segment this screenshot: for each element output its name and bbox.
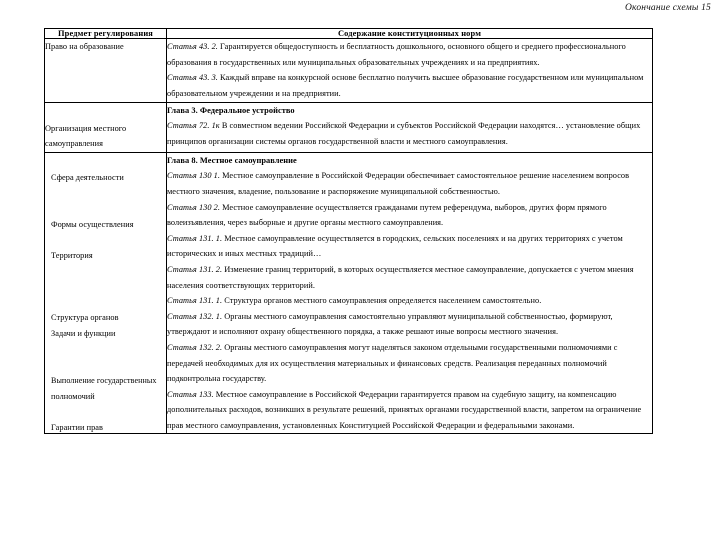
running-head: Окончание схемы 15 <box>624 3 711 13</box>
article-reference: Статья 132. 2. <box>167 342 223 352</box>
norm-paragraph <box>167 340 652 387</box>
row-subject-label: Организация местного самоуправления <box>45 102 167 152</box>
row-content-cell <box>167 152 653 434</box>
row-subject-label: Право на образование <box>45 39 167 102</box>
article-reference: Статья 132. 1. <box>167 311 223 321</box>
article-reference: Статья 131. 2. <box>167 264 223 274</box>
subject-label-territory: Территория <box>51 250 93 260</box>
article-reference: Статья 131. 1. <box>167 296 223 306</box>
article-reference: Статья 130 2. <box>167 202 220 212</box>
table-row <box>45 39 653 102</box>
article-text: Местное самоуправление осуществляется в городских, сельских поселениях и на других территориях с учетом исторических и иных местных традиций… <box>167 233 623 259</box>
article-text: Каждый вправе на конкурсной основе бесплатно получить высшее образование государственном или муниципальном образовательном учреждении и на предприятии. <box>167 73 644 99</box>
subject-label-powers-cont: полномочий <box>51 391 95 401</box>
table-row <box>45 102 653 152</box>
article-text: Местное самоуправление осуществляется гражданами путем референдума, выборов, других форм прямого волеизъявления, через выборные и другие органы местного самоуправления. <box>167 202 607 228</box>
norm-paragraph <box>167 39 652 70</box>
article-reference: Статья 72. 1к <box>167 121 220 131</box>
norm-paragraph <box>167 387 652 434</box>
article-reference: Статья 43. 2. <box>167 42 218 52</box>
article-text: В совместном ведении Российской Федерации и субъектов Российской Федерации находятся… установление общих принципов организации системы органов государственной власти и местного самоуправления. <box>167 121 641 146</box>
norm-paragraph <box>167 231 652 262</box>
norm-paragraph <box>167 200 652 231</box>
chapter-heading: Глава 8. Местное самоуправление <box>167 155 297 165</box>
article-reference: Статья 130 1. <box>167 171 220 181</box>
table-row <box>45 152 653 434</box>
column-header-content: Содержание конституционных норм <box>167 29 653 39</box>
article-text: Местное самоуправление в Российской Федерации гарантируется правом на судебную защиту, на компенсацию дополнительных расходов, возникших в результате решений, принятых органами государственной власти, запретом на ограничение прав местного самоуправления, установленных Конституцией Российской Федерации и федеральными законами. <box>167 389 642 430</box>
norm-paragraph <box>167 262 652 293</box>
norm-paragraph <box>167 168 652 199</box>
schema-table-wrapper <box>44 28 652 434</box>
article-reference: Статья 133. <box>167 389 214 399</box>
subject-label-sphere: Сфера деятельности <box>51 172 124 182</box>
subject-label-forms: Формы осуществления <box>51 219 134 229</box>
row-content-cell <box>167 102 653 152</box>
article-reference: Статья 43. 3. <box>167 73 218 83</box>
article-text: Гарантируется общедоступность и бесплатность дошкольного, основного общего и среднего профессионального образования в государственных или муниципальных образовательных учреждениях и на предприятиях. <box>167 42 626 67</box>
norm-paragraph <box>167 293 652 309</box>
article-text: Изменение границ территорий, в которых осуществляется местное самоуправление, допускается с учетом мнения населения соответствующих территорий. <box>167 264 634 290</box>
subject-label-tasks: Задачи и функции <box>51 328 116 338</box>
chapter-heading: Глава 3. Федеральное устройство <box>167 105 295 115</box>
row-subject-label-stack <box>45 152 167 434</box>
article-text: Органы местного самоуправления самостоятельно управляют муниципальной собственностью, формируют, утверждают и исполняют охрану общественного порядка, а также решают иные вопросы местного значения. <box>167 311 613 337</box>
norm-paragraph <box>167 70 652 101</box>
row-content-cell <box>167 39 653 102</box>
article-text: Органы местного самоуправления могут наделяться законом отдельными государственными полномочиями с передачей необходимых для их осуществления материальных и финансовых средств. Реализация переданных полномочий подконтрольна государству. <box>167 342 618 384</box>
schema-table <box>44 28 653 434</box>
column-header-subject: Предмет регулирования <box>45 29 167 39</box>
article-text: Структура органов местного самоуправления определяется населением самостоятельно. <box>222 296 542 306</box>
article-reference: Статья 131. 1. <box>167 233 223 243</box>
article-text: Местное самоуправление в Российской Федерации обеспечивает самостоятельное решение населением вопросов местного значения, владение, пользование и распоряжение муниципальной собственностью. <box>167 171 630 196</box>
norm-paragraph <box>167 118 652 149</box>
subject-label-structure: Структура органов <box>51 312 119 322</box>
subject-label-state-powers: Выполнение государственных <box>51 375 157 385</box>
table-header-row <box>45 29 653 39</box>
subject-label-guarantees: Гарантии прав <box>51 422 103 432</box>
norm-paragraph <box>167 309 652 340</box>
